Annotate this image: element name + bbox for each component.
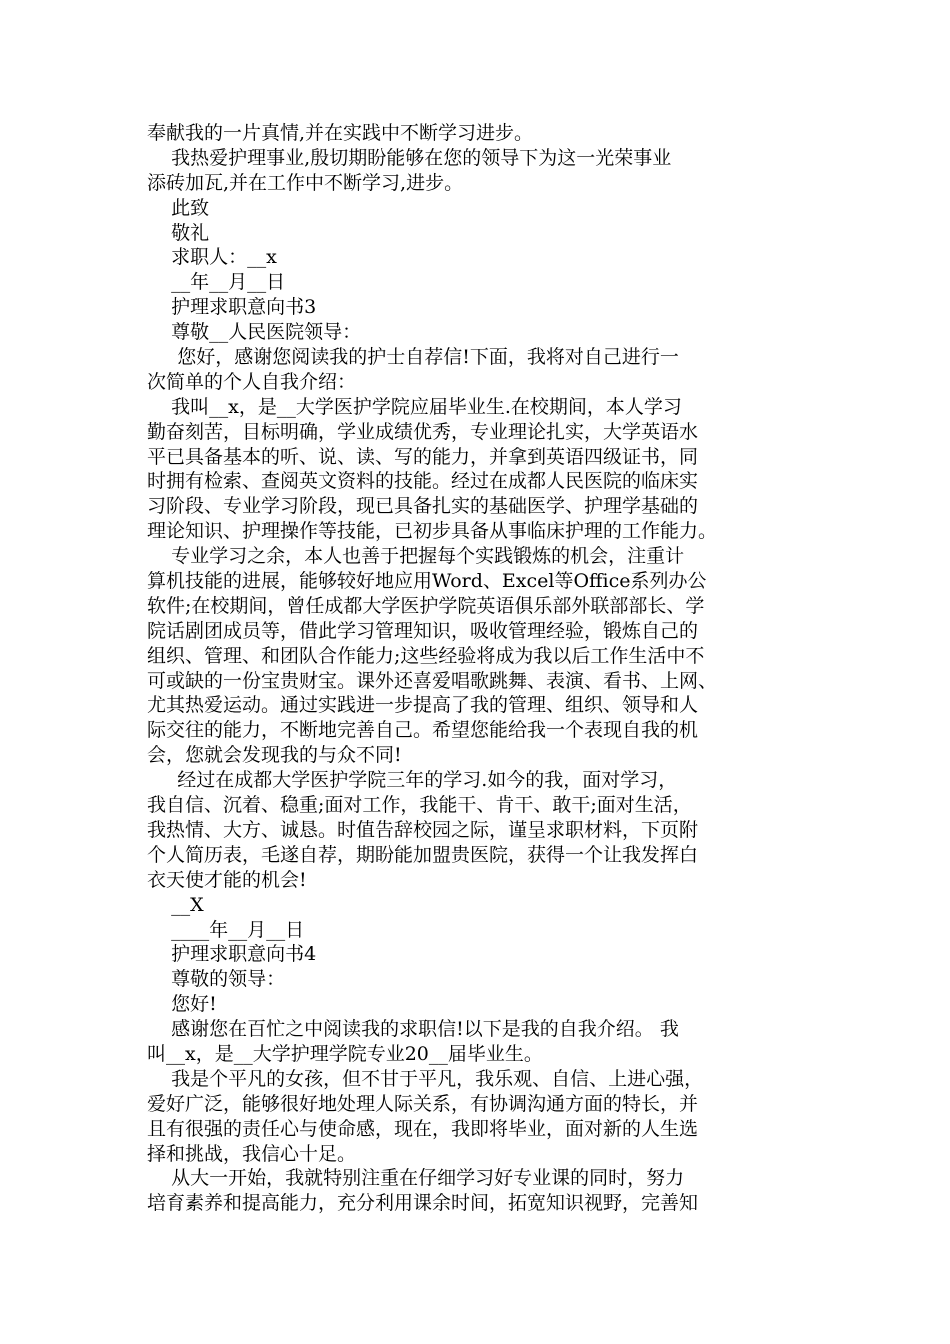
document-line: 衣天使才能的机会!: [147, 868, 307, 891]
document-line: __年__月__日: [147, 271, 286, 294]
document-line: 专业学习之余，本人也善于把握每个实践锻炼的机会，注重计: [147, 545, 685, 568]
document-line: 求职人：__x: [147, 246, 277, 269]
document-line: 次简单的个人自我介绍：: [147, 370, 357, 393]
document-line: 我是个平凡的女孩，但不甘于平凡，我乐观、自信、上进心强，: [147, 1067, 704, 1090]
document-line: 尊敬的领导：: [147, 968, 286, 991]
document-line: 尤其热爱运动。通过实践进一步提高了我的管理、组织、领导和人: [147, 694, 699, 717]
document-line: 际交往的能力，不断地完善自己。希望您能给我一个表现自我的机: [147, 719, 699, 742]
document-line: 护理求职意向书4: [147, 943, 317, 966]
document-line: 软件;在校期间，曾任成都大学医护学院英语俱乐部外联部部长、学: [147, 594, 705, 617]
document-line: 您好，感谢您阅读我的护士自荐信!下面，我将对自己进行一: [147, 346, 679, 369]
document-line: 护理求职意向书3: [147, 296, 317, 319]
document-line: 理论知识、护理操作等技能，已初步具备从事临床护理的工作能力。: [147, 520, 718, 543]
document-line: 可或缺的一份宝贵财宝。课外还喜爱唱歌跳舞、表演、看书、上网、: [147, 669, 718, 692]
document-line: 院话剧团成员等，借此学习管理知识，吸收管理经验，锻炼自己的: [147, 619, 699, 642]
document-line: 且有很强的责任心与使命感，现在，我即将毕业，面对新的人生选: [147, 1117, 699, 1140]
document-line: 爱好广泛，能够很好地处理人际关系，有协调沟通方面的特长，并: [147, 1092, 699, 1115]
document-body: [147, 121, 807, 1216]
document-line: 感谢您在百忙之中阅读我的求职信!以下是我的自我介绍。 我: [147, 1018, 679, 1041]
document-line: 个人简历表，毛遂自荐，期盼能加盟贵医院，获得一个让我发挥白: [147, 843, 699, 866]
document-line: 时拥有检索、查阅英文资料的技能。经过在成都人民医院的临床实: [147, 470, 699, 493]
document-line: 叫__x，是__大学护理学院专业20__届毕业生。: [147, 1042, 543, 1065]
document-line: 会，您就会发现我的与众不同!: [147, 744, 402, 767]
document-line: 奉献我的一片真情,并在实践中不断学习进步。: [147, 122, 534, 144]
document-line: 添砖加瓦,并在工作中不断学习,进步。: [147, 171, 464, 194]
document-line: 算机技能的进展，能够较好地应用Word、Excel等Office系列办公: [147, 570, 707, 593]
document-line: 此致: [147, 196, 210, 219]
document-line: 从大一开始，我就特别注重在仔细学习好专业课的同时，努力: [147, 1167, 685, 1190]
document-line: 经过在成都大学医护学院三年的学习.如今的我，面对学习，: [147, 769, 678, 792]
document-line: 习阶段、专业学习阶段，现已具备扎实的基础医学、护理学基础的: [147, 495, 699, 518]
document-line: 敬礼: [147, 221, 210, 244]
document-line: __X: [147, 893, 204, 916]
document-line: 我热情、大方、诚恳。时值告辞校园之际，谨呈求职材料，下页附: [147, 818, 699, 841]
document-line: 组织、管理、和团队合作能力;这些经验将成为我以后工作生活中不: [147, 644, 705, 667]
document-line: 您好!: [147, 993, 217, 1016]
document-line: 我叫__x，是__大学医护学院应届毕业生.在校期间，本人学习: [147, 395, 682, 418]
document-line: 平已具备基本的听、说、读、写的能力，并拿到英语四级证书，同: [147, 445, 699, 468]
document-line: 我热爱护理事业,殷切期盼能够在您的领导下为这一光荣事业: [147, 146, 672, 169]
document-line: 我自信、沉着、稳重;面对工作，我能干、肯干、敢干;面对生活，: [147, 794, 692, 817]
document-line: 勤奋刻苦，目标明确，学业成绩优秀，专业理论扎实，大学英语水: [147, 420, 699, 443]
document-line: 择和挑战，我信心十足。: [147, 1142, 357, 1165]
document-line: ____年__月__日: [147, 918, 305, 941]
document-line: 尊敬__人民医院领导：: [147, 321, 362, 344]
document-line: 培育素养和提高能力，充分利用课余时间，拓宽知识视野，完善知: [147, 1192, 699, 1215]
